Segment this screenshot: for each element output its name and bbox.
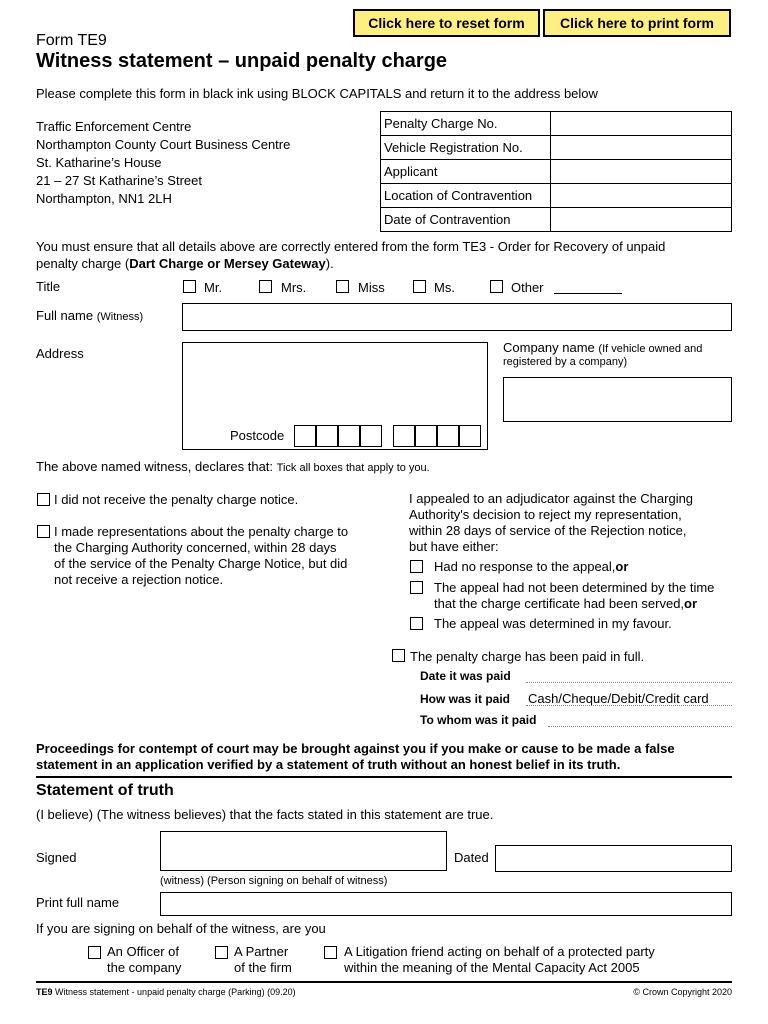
- company-name-field[interactable]: [503, 377, 732, 422]
- full-name-sub: (Witness): [96, 311, 144, 323]
- not-determined-line: The appeal had not been determined by the time: [434, 580, 715, 595]
- ensure-pre: penalty charge (: [36, 256, 130, 271]
- postcode-box[interactable]: [294, 425, 316, 447]
- partner-checkbox[interactable]: [215, 946, 228, 959]
- postcode-box[interactable]: [338, 425, 360, 447]
- vehicle-reg-label: Vehicle Registration No.: [381, 136, 551, 160]
- favour-label: The appeal was determined in my favour.: [434, 616, 672, 631]
- footer-divider: [36, 981, 732, 983]
- no-response-text: Had no response to the appeal,: [434, 559, 616, 574]
- date-paid-label: Date it was paid: [420, 669, 511, 683]
- applicant-field[interactable]: [551, 160, 732, 184]
- contempt-warning: [36, 741, 675, 773]
- address-line: 21 – 27 St Katharine’s Street: [36, 173, 202, 188]
- company-label: [503, 340, 702, 356]
- title-other-label: Other: [511, 280, 544, 295]
- print-name-field[interactable]: [160, 892, 732, 916]
- full-name-label: [36, 308, 143, 324]
- applicant-label: Applicant: [381, 160, 551, 184]
- how-paid-label: How was it paid: [420, 692, 511, 706]
- title-mr-checkbox[interactable]: [183, 280, 196, 293]
- appealed-text: [409, 491, 693, 555]
- postcode-box[interactable]: [393, 425, 415, 447]
- witness-note: (witness) (Person signing on behalf of witness): [160, 875, 388, 887]
- company-note-2: registered by a company): [503, 356, 628, 368]
- ensure-post: ).: [325, 256, 334, 271]
- officer-line: the company: [107, 960, 182, 975]
- location-label: Location of Contravention: [381, 184, 551, 208]
- return-address: [36, 118, 290, 208]
- address-line: St. Katharine’s House: [36, 155, 162, 170]
- postcode-box[interactable]: [437, 425, 459, 447]
- litigation-line: A Litigation friend acting on behalf of a protected party: [344, 944, 655, 959]
- declares-main: The above named witness, declares that:: [36, 459, 274, 474]
- litigation-friend-checkbox[interactable]: [324, 946, 337, 959]
- footer-form-desc: [36, 987, 296, 997]
- title-mrs-label: Mrs.: [281, 280, 307, 295]
- representations-line: not receive a rejection notice.: [54, 572, 224, 587]
- litigation-friend-label: [344, 944, 655, 976]
- dated-label: Dated: [454, 850, 489, 865]
- no-response-checkbox[interactable]: [410, 560, 423, 573]
- appealed-line: but have either:: [409, 539, 499, 554]
- warning-line: Proceedings for contempt of court may be brought against you if you make or cause to be made a false: [36, 741, 675, 756]
- title-label: Title: [36, 279, 61, 294]
- officer-line: An Officer of: [107, 944, 180, 959]
- title-other-field[interactable]: [554, 293, 622, 294]
- penalty-charge-no-label: Penalty Charge No.: [381, 112, 551, 136]
- postcode-box[interactable]: [459, 425, 481, 447]
- not-received-label: I did not receive the penalty charge notice.: [54, 492, 299, 507]
- divider: [36, 776, 732, 778]
- ensure-bold: Dart Charge or Mersey Gateway: [129, 256, 326, 271]
- appealed-line: I appealed to an adjudicator against the Charging: [409, 491, 694, 506]
- postcode-box[interactable]: [360, 425, 382, 447]
- paid-label: The penalty charge has been paid in full.: [410, 649, 645, 664]
- title-miss-label: Miss: [358, 280, 385, 295]
- or-text: or: [684, 596, 698, 611]
- date-paid-field[interactable]: [526, 682, 732, 683]
- penalty-charge-no-field[interactable]: [551, 112, 732, 136]
- reset-form-button[interactable]: Click here to reset form: [353, 9, 540, 37]
- to-whom-label: To whom was it paid: [420, 713, 537, 727]
- postcode-box[interactable]: [316, 425, 338, 447]
- title-mrs-checkbox[interactable]: [259, 280, 272, 293]
- full-name-field[interactable]: [182, 303, 732, 331]
- or-text: or: [615, 559, 629, 574]
- declares-note: Tick all boxes that apply to you.: [276, 462, 430, 474]
- address-label: Address: [36, 346, 84, 361]
- date-contravention-field[interactable]: [551, 208, 732, 232]
- vehicle-reg-field[interactable]: [551, 136, 732, 160]
- representations-checkbox[interactable]: [37, 525, 50, 538]
- title-mr-label: Mr.: [204, 280, 223, 295]
- page-title: Witness statement – unpaid penalty charge: [36, 50, 448, 72]
- form-number: Form TE9: [36, 32, 107, 49]
- instruction-text: Please complete this form in black ink using BLOCK CAPITALS and return it to the address below: [36, 86, 598, 101]
- favour-checkbox[interactable]: [410, 617, 423, 630]
- reference-table: [380, 111, 732, 232]
- partner-line: of the firm: [234, 960, 292, 975]
- signature-field[interactable]: [160, 831, 447, 871]
- representations-line: of the service of the Penalty Charge Notice, but did: [54, 556, 348, 571]
- officer-checkbox[interactable]: [88, 946, 101, 959]
- warning-line: statement in an application verified by a statement of truth without an honest belief in its truth.: [36, 757, 621, 772]
- how-paid-value: Cash/Cheque/Debit/Credit card: [528, 691, 709, 706]
- address-line: Northampton, NN1 2LH: [36, 191, 172, 206]
- to-whom-field[interactable]: [548, 726, 732, 727]
- appealed-line: Authority's decision to reject my representation,: [409, 507, 682, 522]
- print-name-label: Print full name: [36, 895, 120, 910]
- title-ms-label: Ms.: [434, 280, 455, 295]
- footer-desc: Witness statement - unpaid penalty charge (Parking) (09.20): [55, 987, 296, 997]
- statement-of-truth-heading: Statement of truth: [36, 782, 174, 799]
- full-name-text: Full name: [36, 308, 94, 323]
- postcode-label: Postcode: [230, 428, 285, 443]
- partner-line: A Partner: [234, 944, 289, 959]
- date-contravention-label: Date of Contravention: [381, 208, 551, 232]
- not-determined-label: [434, 580, 714, 612]
- partner-label: [234, 944, 292, 976]
- print-form-button[interactable]: Click here to print form: [543, 9, 731, 37]
- representations-label: [54, 524, 348, 588]
- litigation-line: within the meaning of the Mental Capacity Act 2005: [344, 960, 640, 975]
- title-miss-checkbox[interactable]: [336, 280, 349, 293]
- footer-copyright: © Crown Copyright 2020: [633, 987, 732, 997]
- postcode-box[interactable]: [415, 425, 437, 447]
- not-determined-line: that the charge certificate had been served,: [434, 596, 685, 611]
- how-paid-line[interactable]: [526, 705, 732, 706]
- ensure-text-line1: You must ensure that all details above are correctly entered from the form TE3 - Order for Recovery of unpaid: [36, 239, 666, 254]
- address-line: Northampton County Court Business Centre: [36, 137, 291, 152]
- location-field[interactable]: [551, 184, 732, 208]
- company-note: (If vehicle owned and: [598, 343, 703, 355]
- representations-line: the Charging Authority concerned, within 28 days: [54, 540, 337, 555]
- address-line: Traffic Enforcement Centre: [36, 119, 192, 134]
- declares-text: [36, 459, 430, 475]
- representations-line: I made representations about the penalty charge to: [54, 524, 349, 539]
- no-response-label: [434, 559, 628, 575]
- ensure-text-line2: [36, 256, 334, 272]
- belief-text: (I believe) (The witness believes) that the facts stated in this statement are true.: [36, 807, 494, 822]
- company-label-text: Company name: [503, 340, 595, 355]
- date-field[interactable]: [495, 845, 732, 872]
- behalf-question: If you are signing on behalf of the witness, are you: [36, 921, 326, 936]
- footer-code: TE9: [36, 987, 53, 997]
- title-other-checkbox[interactable]: [490, 280, 503, 293]
- paid-checkbox[interactable]: [392, 649, 405, 662]
- officer-label: [107, 944, 181, 976]
- signed-label: Signed: [36, 850, 77, 865]
- not-received-checkbox[interactable]: [37, 493, 50, 506]
- title-ms-checkbox[interactable]: [413, 280, 426, 293]
- not-determined-checkbox[interactable]: [410, 581, 423, 594]
- appealed-line: within 28 days of service of the Rejection notice,: [409, 523, 687, 538]
